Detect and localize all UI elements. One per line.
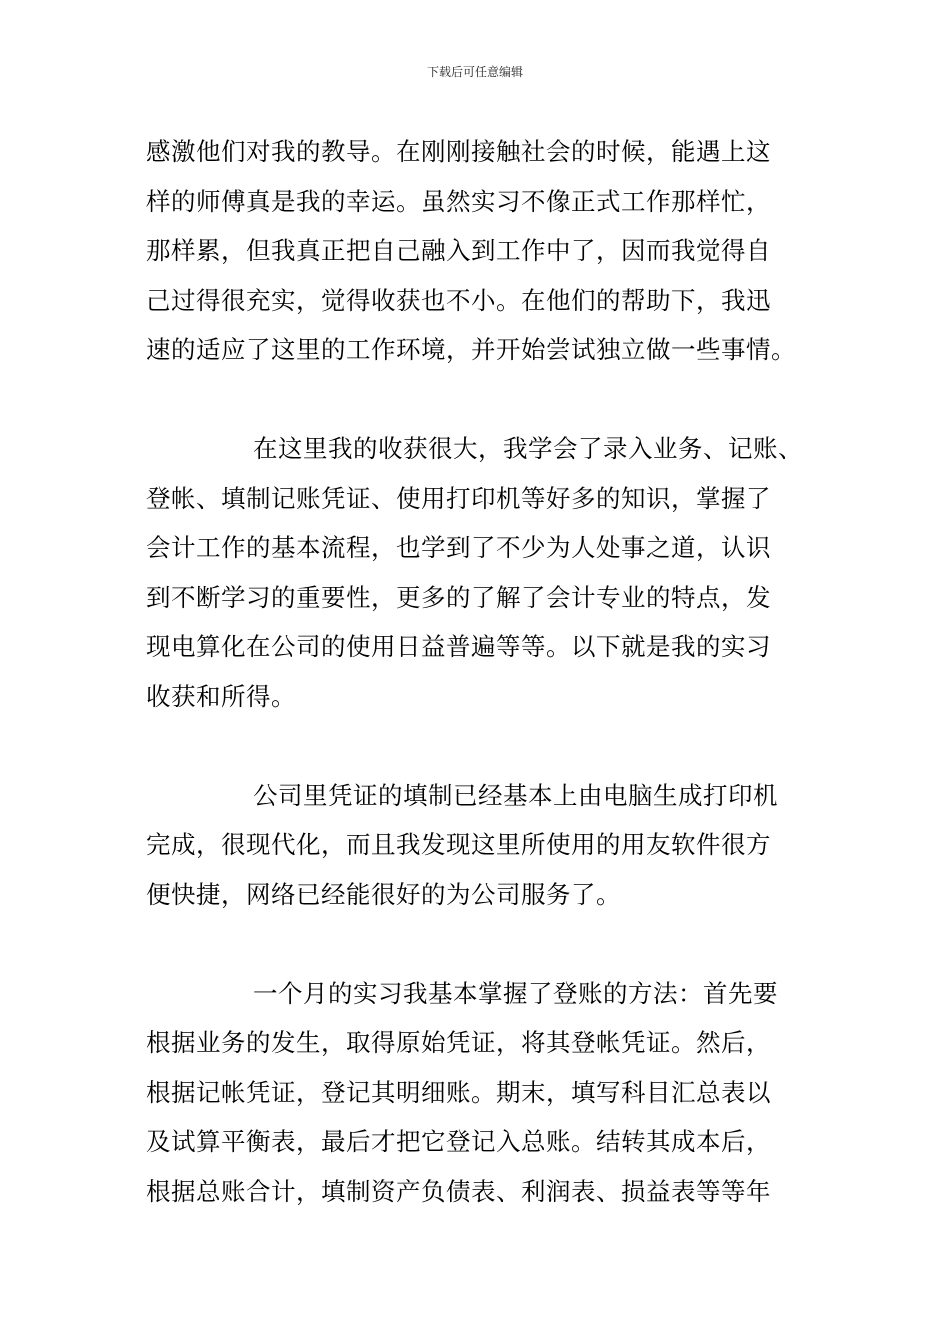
paragraph-gap — [146, 919, 826, 969]
text-line: 那样累，但我真正把自己融入到工作中了，因而我觉得自 — [146, 236, 771, 265]
text-line: 根据记帐凭证，登记其明细账。期末，填写科目汇总表以 — [146, 1077, 771, 1107]
text-line: 现电算化在公司的使用日益普遍等等。以下就是我的实习 — [146, 632, 771, 661]
paragraph-gap — [146, 375, 826, 425]
text-line: 收获和所得。 — [146, 681, 296, 711]
text-line: 公司里凭证的填制已经基本上由电脑生成打印机 — [253, 780, 778, 810]
text-line: 及试算平衡表，最后才把它登记入总账。结转其成本后， — [146, 1127, 771, 1156]
paragraph — [146, 127, 826, 375]
text-line: 己过得很充实，觉得收获也不小。在他们的帮助下，我迅 — [146, 285, 771, 315]
text-line: 会计工作的基本流程，也学到了不少为人处事之道，认识 — [146, 533, 771, 562]
text-line: 样的师傅真是我的幸运。虽然实习不像正式工作那样忙， — [146, 186, 771, 216]
document-body — [146, 127, 826, 1216]
text-line: 便快捷，网络已经能很好的为公司服务了。 — [146, 879, 621, 909]
text-line: 在这里我的收获很大，我学会了录入业务、记账、 — [253, 434, 803, 463]
text-line: 到不断学习的重要性，更多的了解了会计专业的特点，发 — [146, 582, 771, 612]
text-line: 完成，很现代化，而且我发现这里所使用的用友软件很方 — [146, 830, 771, 859]
paragraph — [146, 771, 826, 920]
paragraph — [146, 969, 826, 1217]
text-line: 根据总账合计，填制资产负债表、利润表、损益表等等年 — [146, 1176, 771, 1206]
page-header: 下载后可任意编辑 — [426, 65, 523, 79]
text-line: 登帐、填制记账凭证、使用打印机等好多的知识，掌握了 — [146, 483, 771, 513]
text-line: 一个月的实习我基本掌握了登账的方法：首先要 — [253, 978, 778, 1008]
paragraph-gap — [146, 721, 826, 771]
text-line: 根据业务的发生，取得原始凭证，将其登帐凭证。然后， — [146, 1028, 771, 1057]
text-line: 速的适应了这里的工作环境，并开始尝试独立做一些事情。 — [146, 335, 796, 364]
text-line: 感激他们对我的教导。在刚刚接触社会的时候，能遇上这 — [146, 137, 771, 166]
paragraph — [146, 424, 826, 721]
